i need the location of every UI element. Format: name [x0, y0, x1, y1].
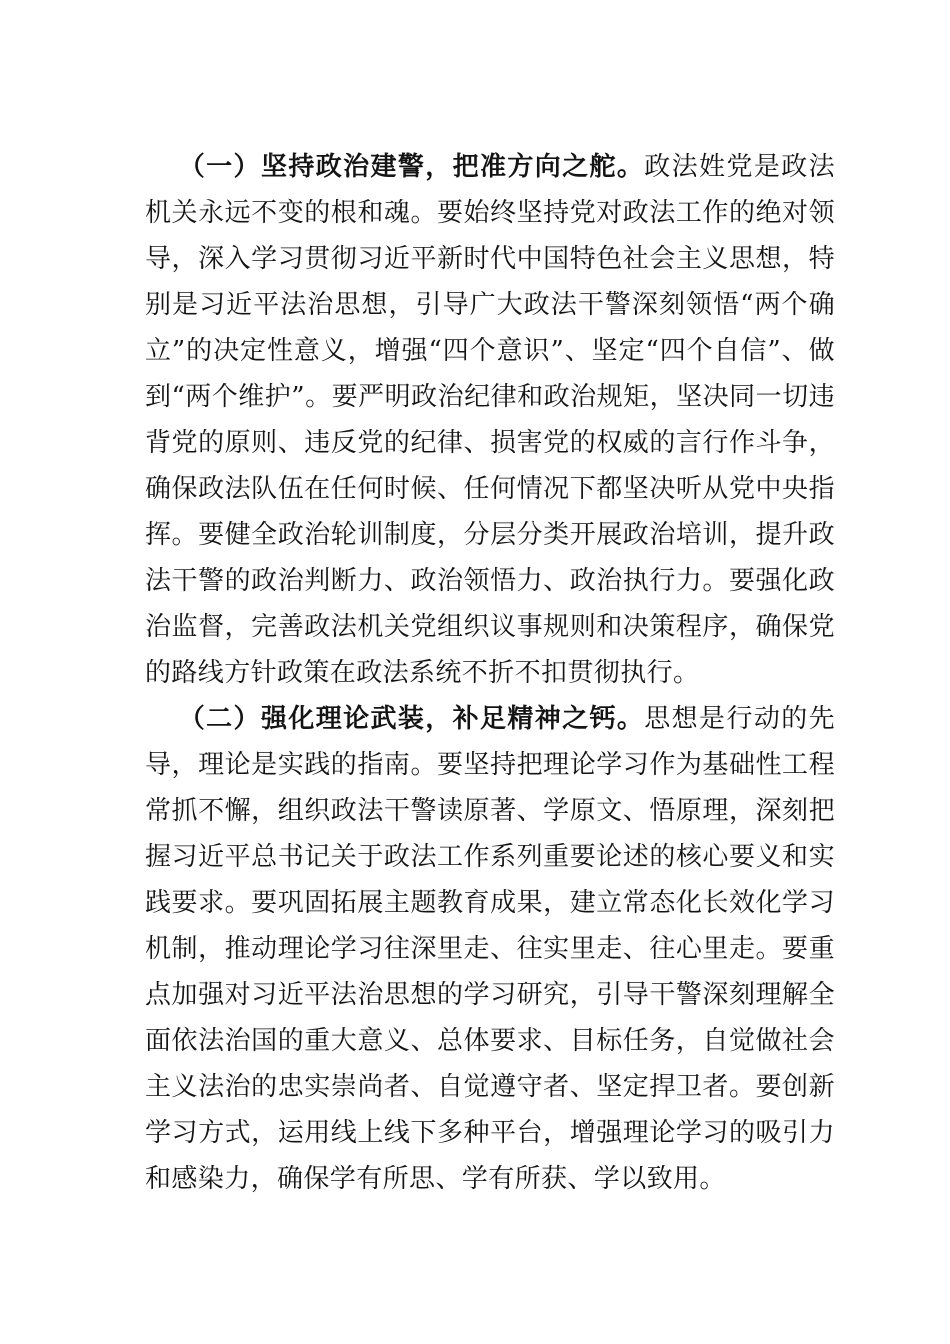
- document-body: [145, 144, 835, 1202]
- paragraph-1: [145, 144, 835, 696]
- paragraph-1-text: 政法姓党是政法机关永远不变的根和魂。要始终坚持党对政法工作的绝对领导，深入学习贯彻习近平新时代中国特色社会主义思想，特别是习近平法治思想，引导广大政法干警深刻领悟“两个确立”的决定性意义，增强“四个意识”、坚定“四个自信”、做到“两个维护”。要严明政治纪律和政治规矩，坚决同一切违背党的原则、违反党的纪律、损害党的权威的言行作斗争，确保政法队伍在任何时候、任何情况下都坚决听从党中央指挥。要健全政治轮训制度，分层分类开展政治培训，提升政法干警的政治判断力、政治领悟力、政治执行力。要强化政治监督，完善政法机关党组织议事规则和决策程序，确保党的路线方针政策在政法系统不折不扣贯彻执行。: [145, 152, 835, 688]
- paragraph-2-heading: （二）强化理论武装，补足精神之钙。: [178, 704, 645, 734]
- paragraph-2: [145, 696, 835, 1202]
- paragraph-2-text: 思想是行动的先导，理论是实践的指南。要坚持把理论学习作为基础性工程常抓不懈，组织政法干警读原著、学原文、悟原理，深刻把握习近平总书记关于政法工作系列重要论述的核心要义和实践要求。要巩固拓展主题教育成果，建立常态化长效化学习机制，推动理论学习往深里走、往实里走、往心里走。要重点加强对习近平法治思想的学习研究，引导干警深刻理解全面依法治国的重大意义、总体要求、目标任务，自觉做社会主义法治的忠实崇尚者、自觉遵守者、坚定捍卫者。要创新学习方式，运用线上线下多种平台，增强理论学习的吸引力和感染力，确保学有所思、学有所获、学以致用。: [145, 704, 835, 1194]
- paragraph-1-heading: （一）坚持政治建警，把准方向之舵。: [178, 152, 645, 182]
